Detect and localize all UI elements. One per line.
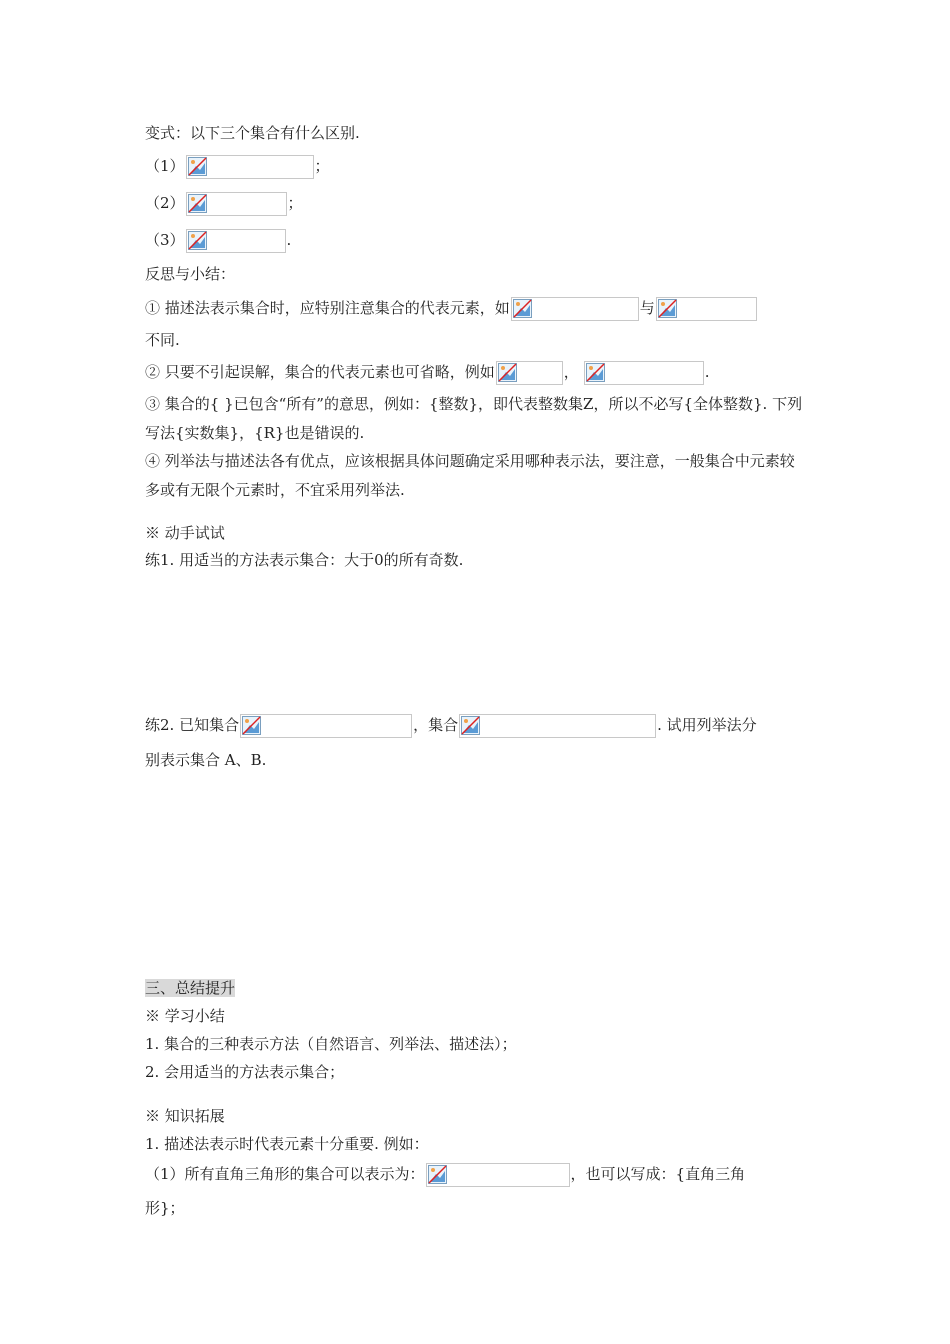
variant-heading: 变式：以下三个集合有什么区别. [145,124,360,142]
practice-ex2: 练2. 已知集合 ，集合 . 试用列举法分 [145,714,757,738]
study-item-2: 2. 会用适当的方法表示集合； [145,1063,345,1081]
formula-image [584,361,704,385]
reflection-p1-end: 不同. [145,331,180,349]
item-label: （2） [145,194,185,212]
broken-image-icon [586,363,605,382]
formula-image [656,297,757,321]
formula-image [496,361,563,385]
broken-image-icon [461,716,480,735]
ext-sub-1-line2: 形}； [145,1199,185,1217]
broken-image-icon [242,716,261,735]
formula-image [511,297,639,321]
variant-item-2: （2） ； [145,192,303,216]
reflection-p3: ③ 集合的{ }已包含“所有”的意思，例如：{整数}，即代表整数集Z，所以不必写{全体整数}. 下列写法{实数集}，{R}也是错误的. [145,395,803,442]
ext-sub-1: （1）所有直角三角形的集合可以表示为： ，也可以写成：{直角三角 [145,1163,745,1187]
formula-image [240,714,412,738]
broken-image-icon [498,363,517,382]
formula-image [186,155,314,179]
variant-item-1: （1） ； [145,155,330,179]
ext-item-1: 1. 描述法表示时代表元素十分重要. 例如： [145,1135,429,1153]
broken-image-icon [188,157,207,176]
formula-image [426,1163,570,1187]
broken-image-icon [658,299,677,318]
ext-heading: ※ 知识拓展 [145,1107,225,1125]
formula-image [459,714,656,738]
practice-heading: ※ 动手试试 [145,524,225,542]
broken-image-icon [188,231,207,250]
formula-image [186,192,287,216]
broken-image-icon [428,1165,447,1184]
summary-heading: 三、总结提升 [145,979,236,997]
reflection-p2: ② 只要不引起误解，集合的代表元素也可省略，例如 ， . [145,361,710,385]
formula-image [186,229,286,253]
practice-ex1: 练1. 用适当的方法表示集合：大于0的所有奇数. [145,551,464,569]
broken-image-icon [513,299,532,318]
broken-image-icon [188,194,207,213]
item-label: （1） [145,157,185,175]
reflection-heading: 反思与小结： [145,265,236,283]
study-heading: ※ 学习小结 [145,1007,225,1025]
variant-item-3: （3） . [145,229,291,253]
study-item-1: 1. 集合的三种表示方法（自然语言、列举法、描述法）； [145,1035,517,1053]
item-label: （3） [145,231,185,249]
reflection-p1: ① 描述法表示集合时，应特别注意集合的代表元素，如 与 [145,297,758,321]
practice-ex2-line2: 别表示集合 A、B. [145,751,267,769]
reflection-p4: ④ 列举法与描述法各有优点，应该根据具体问题确定采用哪种表示法，要注意，一般集合中元素较多或有无限个元素时，不宜采用列举法. [145,452,795,499]
